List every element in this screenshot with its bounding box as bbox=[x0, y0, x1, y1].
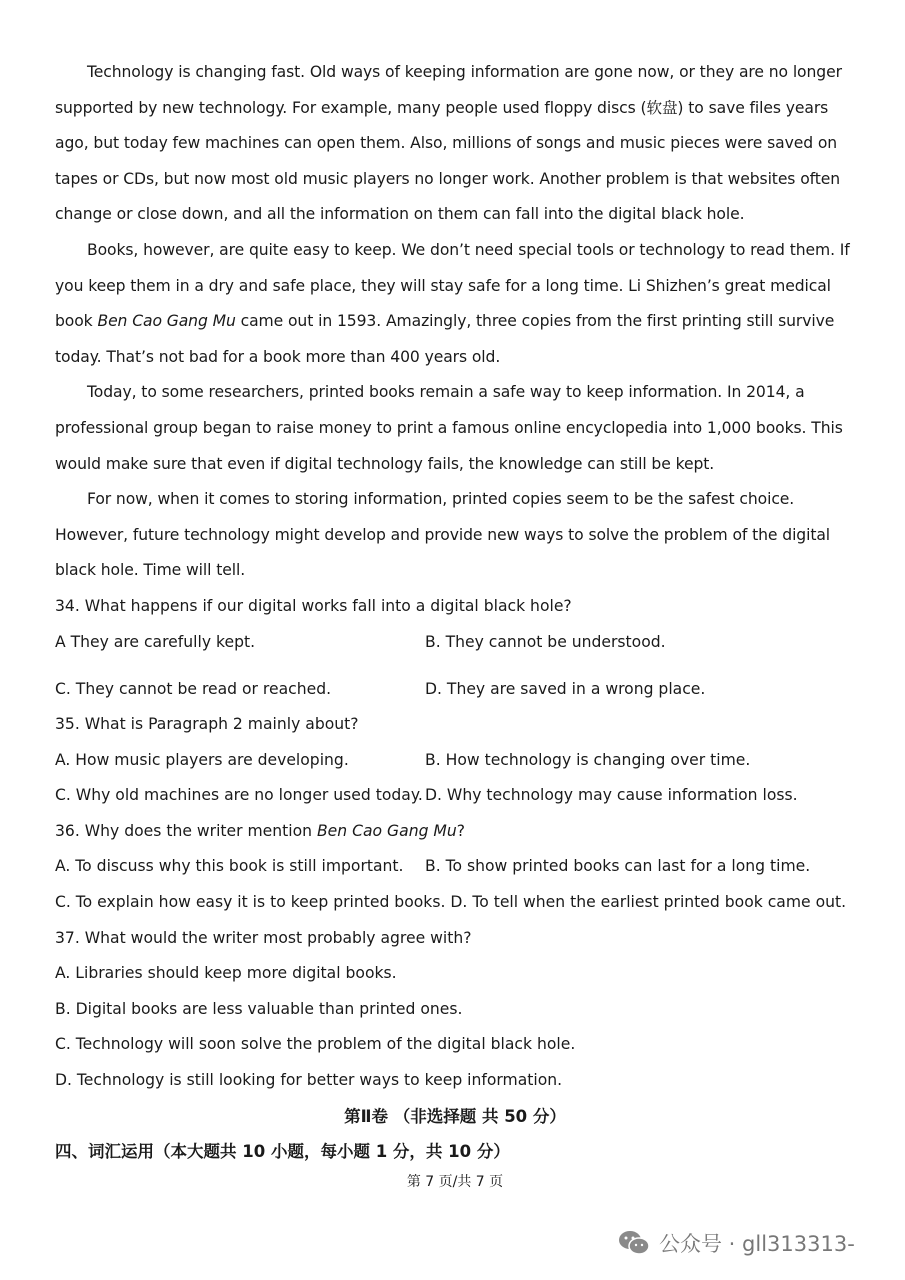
book-title: Ben Cao Gang Mu bbox=[97, 312, 236, 331]
question-35: 35. What is Paragraph 2 mainly about? bbox=[55, 715, 359, 734]
question-35-options-row-2 bbox=[55, 778, 855, 814]
option-35-b: B. How technology is changing over time. bbox=[425, 750, 751, 769]
option-35-d: D. Why technology may cause information loss. bbox=[425, 786, 798, 805]
option-34-b: B. They cannot be understood. bbox=[425, 632, 666, 651]
watermark bbox=[617, 1228, 855, 1258]
passage-paragraph-3: Today, to some researchers, printed books remain a safe way to keep information. In 2014, a professional group began to raise money to print a famous online encyclopedia into 1,000 books. This would make sure that even if digital technology fails, the knowledge can still be kept. bbox=[55, 383, 843, 473]
watermark-text: 公众号 · gll313313- bbox=[659, 1232, 855, 1256]
question-34: 34. What happens if our digital works fall into a digital black hole? bbox=[55, 596, 572, 615]
passage-paragraph-4: For now, when it comes to storing information, printed copies seem to be the safest choice. However, future technology might develop and provide new ways to solve the problem of the digital black hole. Time will tell. bbox=[55, 490, 831, 580]
option-35-c: C. Why old machines are no longer used today. bbox=[55, 786, 423, 805]
option-34-c: C. They cannot be read or reached. bbox=[55, 679, 332, 698]
wechat-icon bbox=[617, 1228, 651, 1258]
book-title: Ben Cao Gang Mu bbox=[316, 821, 457, 840]
option-35-a: A. How music players are developing. bbox=[55, 750, 349, 769]
question-36-options-row-1 bbox=[55, 849, 855, 885]
option-37-d: D. Technology is still looking for better ways to keep information. bbox=[55, 1071, 563, 1090]
question-36-options-row-2 bbox=[55, 885, 855, 921]
question-37: 37. What would the writer most probably agree with? bbox=[55, 928, 472, 947]
question-34-options-row-2 bbox=[55, 672, 855, 708]
question-36: 36. Why does the writer mention Ben Cao Gang Mu? bbox=[55, 821, 466, 840]
question-34-options-row-1 bbox=[55, 625, 855, 672]
option-36-d: D. To tell when the earliest printed book came out. bbox=[450, 893, 847, 912]
option-37-c: C. Technology will soon solve the problem of the digital black hole. bbox=[55, 1035, 576, 1054]
page-number: 第 7 页/共 7 页 bbox=[406, 1173, 504, 1190]
option-37-a: A. Libraries should keep more digital books. bbox=[55, 964, 397, 983]
option-36-b: B. To show printed books can last for a long time. bbox=[425, 857, 811, 876]
section-subtitle: 四、词汇运用（本大题共 10 小题，每小题 1 分，共 10 分） bbox=[55, 1141, 510, 1161]
option-34-d: D. They are saved in a wrong place. bbox=[425, 679, 706, 698]
option-36-c: C. To explain how easy it is to keep printed books. bbox=[55, 893, 446, 912]
question-35-options-row-1 bbox=[55, 743, 855, 779]
exam-page bbox=[55, 55, 855, 1194]
option-34-a: A They are carefully kept. bbox=[55, 632, 256, 651]
option-36-a: A. To discuss why this book is still important. bbox=[55, 857, 404, 876]
passage-paragraph-1: Technology is changing fast. Old ways of keeping information are gone now, or they are no longer supported by new technology. For example, many people used floppy discs (软盘) to save files years ago, but today few machines can open them. Also, millions of songs and music pieces were saved on tapes or CDs, but now most old music players no longer work. Another problem is that websites often change or close down, and all the information on them can fall into the digital black hole. bbox=[55, 63, 842, 224]
option-37-b: B. Digital books are less valuable than printed ones. bbox=[55, 999, 463, 1018]
section-title: 第Ⅱ卷 （非选择题 共 50 分） bbox=[344, 1106, 566, 1126]
passage-paragraph-2: Books, however, are quite easy to keep. We don’t need special tools or technology to read them. If you keep them in a dry and safe place, they will stay safe for a long time. Li Shizhen’s great medical book Ben Cao Gang Mu came out in 1593. Amazingly, three copies from the first printing still survive today. That’s not bad for a book more than 400 years old. bbox=[55, 240, 850, 366]
